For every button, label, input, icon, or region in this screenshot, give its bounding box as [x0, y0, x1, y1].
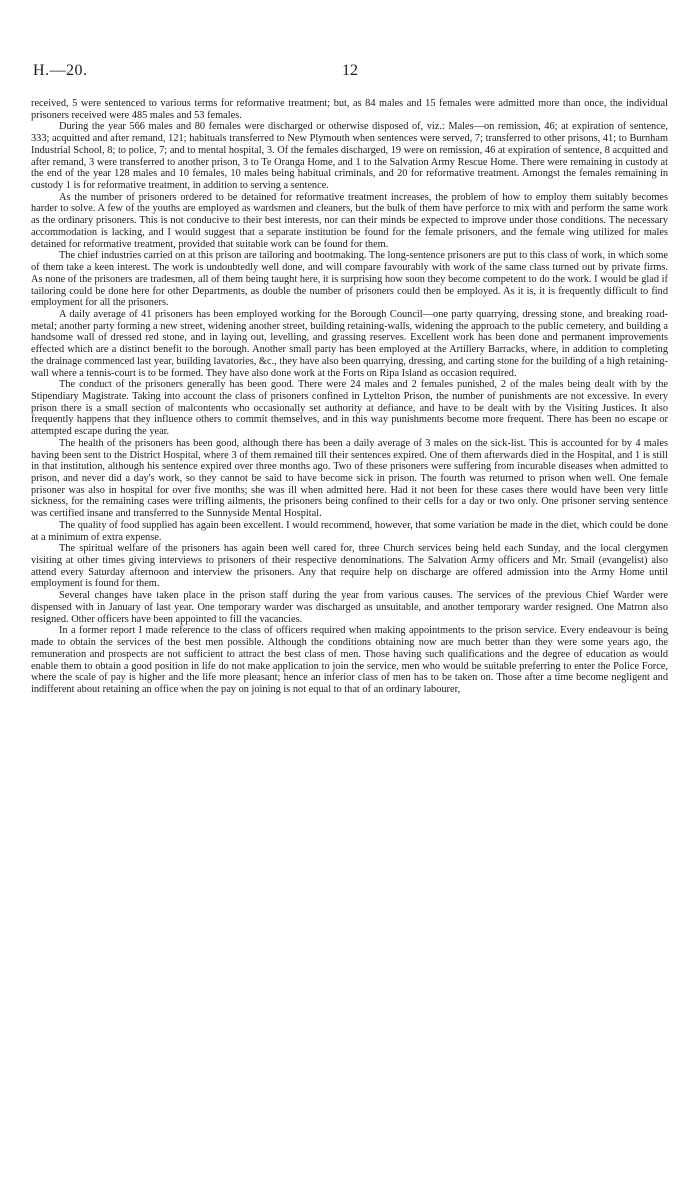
paragraph-industries: The chief industries carried on at this prison are tailoring and bootmaking. The long-sentence prisoners are put to this class of work, in which some of them take a keen interest. The work is undoubtedly well done, and will compare favourably with work of the same class turned out by private firms. As none of the prisoners are tradesmen, all of them being taught here, it is surprising how soon they become competent to do the work. I would be glad if tailoring could be done here for other Departments, as double the number of prisoners could then be employed. As it is, it is frequently difficult to find employment for all the prisoners. [31, 250, 668, 309]
paragraph-food: The quality of food supplied has again been excellent. I would recommend, however, that some variation be made in the diet, which could be done at a minimum of extra expense. [31, 519, 668, 543]
paragraph-conduct: The conduct of the prisoners generally has been good. There were 24 males and 2 females punished, 2 of the males being dealt with by the Stipendiary Magistrate. Taking into account the class of prisoners confined in Lyttelton Prison, the number of punishments are not excessive. In every prison there is a small section of malcontents who occasionally set authority at defiance, and have to be dealt with by the Visiting Justices. It also frequently happens that they influence others to commit themselves, and in this way punishments become more frequent. There has been no escape or attempted escape during the year. [31, 379, 668, 438]
document-code: H.—20. [33, 62, 88, 79]
paragraph-outside-work: A daily average of 41 prisoners has been employed working for the Borough Council—one party quarrying, dressing stone, and breaking road-metal; another party forming a new street, widening another street, building retaining-walls, widening the approach to the public cemetery, and building a handsome wall of dressed red stone, and in laying out, levelling, and grassing reserves. Excellent work has been done and permanent improvements effected which are a distinct benefit to the borough. Another small party has been employed at the Artillery Barracks, where, in addition to completing the drainage commenced last year, building lavatories, &c., they have also been quarrying, dressing, and carting stone for the building of a high retaining-wall where a tennis-court is to be formed. They have also done work at the Forts on Ripa Island as occasion required. [31, 308, 668, 379]
paragraph-reformative-treatment: As the number of prisoners ordered to be detained for reformative treatment increases, the problem of how to employ them suitably becomes harder to solve. A few of the youths are employed as wardsmen and cleaners, but the bulk of them have perforce to mix with and perform the same work as the ordinary prisoners. This is not conducive to their best interests, nor can their minds be expected to improve under those conditions. The necessary accommodation is lacking, and I would suggest that a separate institution be found for the female prisoners, and the female wing utilized for males detained for reformative treatment, provided that suitable work can be found for them. [31, 191, 668, 250]
paragraph-spiritual-welfare: The spiritual welfare of the prisoners has again been well cared for, three Church services being held each Sunday, and the local clergymen visiting at other times giving interviews to prisoners of their respective denominations. The Salvation Army officers and Mr. Smail (evangelist) also attend every Saturday afternoon and interview the prisoners. Any that require help on discharge are offered admission into the Army Home until employment is found for them. [31, 543, 668, 590]
paragraph-officer-appointments: In a former report I made reference to the class of officers required when making appointments to the prison service. Every endeavour is being made to obtain the services of the best men possible. Although the conditions obtaining now are much better than they were some years ago, the remuneration and prospects are not sufficient to attract the best class of men. Those having such qualifications and the degree of education as would enable them to obtain a good position in life do not make application to join the service, men who would be suitable preferring to enter the Police Force, where the scale of pay is higher and the life more pleasant; hence an inferior class of men has to be taken on. Those after a time become negligent and indifferent about retaining an office when the pay on joining is not equal to that of an ordinary labourer, [31, 625, 668, 695]
paragraph-staff-changes: Several changes have taken place in the prison staff during the year from various causes. The services of the previous Chief Warder were dispensed with in January of last year. One temporary warder was discharged as unsuitable, and another temporary warder resigned. One Matron also resigned. Other officers have been appointed to fill the vacancies. [31, 590, 668, 625]
paragraph-admissions-continued: received, 5 were sentenced to various terms for reformative treatment; but, as 84 males and 15 females were admitted more than once, the individual prisoners received were 485 males and 53 females. [31, 98, 668, 121]
paragraph-health: The health of the prisoners has been good, although there has been a daily average of 3 males on the sick-list. This is accounted for by 4 males having been sent to the District Hospital, where 3 of them remained till their sentences expired. One of them afterwards died in the Hospital, and 1 is still in that institution, although his sentence expired over three months ago. Two of these prisoners were suffering from incurable diseases when admitted to prison, and never did a day's work, so they cannot be said to have become sick in prison. The fourth was returned to prison when well. One female prisoner was also in hospital for over five months; she was ill when admitted here. Had it not been for these cases there would have been very little sickness, for the remaining cases were trifling ailments, the prisoners being confined to their cells for a day or two only. One prisoner serving sentence was certified insane and transferred to the Sunnyside Mental Hospital. [31, 437, 668, 520]
page-number: 12 [342, 62, 358, 79]
report-body [31, 98, 668, 696]
paragraph-discharges: During the year 566 males and 80 females were discharged or otherwise disposed of, viz.: Males—on remission, 46; at expiration of sentence, 333; acquitted and after remand, 121; habituals transferred to New Plymouth when sentences were served, 7; transferred to other prisons, 41; to Burnham Industrial School, 8; to police, 7; and to mental hospital, 3. Of the females discharged, 19 were on remission, 46 at expiration of sentence, 8 acquitted and after remand, 3 were transferred to another prison, 3 to Te Oranga Home, and 1 to the Salvation Army Rescue Home. There were remaining in custody at the end of the year 128 males and 10 females, 10 males being habitual criminals, and 20 for reformative treatment. Amongst the females remaining in custody 1 is for reformative treatment, in addition to serving a sentence. [31, 121, 668, 192]
page-header [31, 62, 668, 84]
document-page [31, 62, 668, 696]
